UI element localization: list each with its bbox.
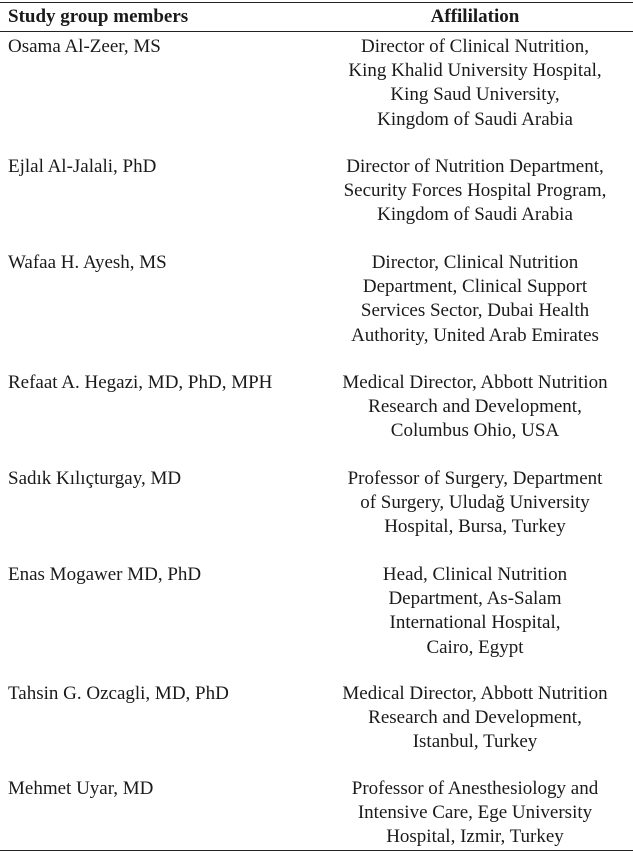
- affiliation-line: Director, Clinical Nutrition: [371, 252, 579, 273]
- affiliation-line: Professor of Anesthesiology and: [351, 778, 599, 799]
- affiliation-line: Intensive Care, Ege University: [357, 802, 593, 824]
- affiliation-line: Cairo, Egypt: [426, 636, 524, 658]
- affiliation-line: Head, Clinical Nutrition: [382, 564, 568, 585]
- affiliation-line: Medical Director, Abbott Nutrition: [342, 372, 608, 393]
- column-header-members: Study group members: [8, 6, 189, 27]
- affiliation-line: King Khalid University Hospital,: [348, 60, 602, 82]
- table-top-rule: [0, 2, 633, 3]
- member-affiliation: [325, 563, 625, 660]
- affiliation-line: Research and Development,: [368, 707, 582, 729]
- member-name: Wafaa H. Ayesh, MS: [8, 252, 167, 273]
- affiliation-line: Department, As-Salam: [388, 588, 562, 610]
- member-name: Osama Al-Zeer, MS: [8, 36, 161, 57]
- affiliation-line: Services Sector, Dubai Health: [360, 300, 590, 322]
- affiliation-line: Hospital, Izmir, Turkey: [386, 826, 564, 848]
- affiliation-line: Department, Clinical Support: [362, 276, 588, 298]
- affiliation-line: Columbus Ohio, USA: [390, 420, 560, 442]
- affiliation-line: Authority, United Arab Emirates: [351, 324, 599, 346]
- member-name: Sadık Kılıçturgay, MD: [8, 468, 182, 489]
- affiliation-line: Security Forces Hospital Program,: [343, 180, 607, 202]
- member-affiliation: [325, 682, 625, 755]
- affiliation-line: Director of Clinical Nutrition,: [361, 36, 589, 57]
- member-name: Enas Mogawer MD, PhD: [8, 564, 202, 585]
- affiliation-line: Kingdom of Saudi Arabia: [377, 204, 573, 226]
- affiliation-line: Medical Director, Abbott Nutrition: [342, 683, 608, 704]
- affiliation-line: Director of Nutrition Department,: [346, 156, 604, 177]
- affiliation-line: Istanbul, Turkey: [412, 731, 538, 753]
- member-affiliation: [325, 251, 625, 348]
- member-affiliation: [325, 371, 625, 444]
- column-header-affiliation: Affililation: [430, 6, 520, 27]
- member-affiliation: [325, 777, 625, 850]
- affiliation-line: Research and Development,: [368, 396, 582, 418]
- member-affiliation: [325, 35, 625, 132]
- member-name: Ejlal Al-Jalali, PhD: [8, 156, 157, 177]
- member-name: Tahsin G. Ozcagli, MD, PhD: [8, 683, 229, 704]
- affiliation-line: of Surgery, Uludağ University: [360, 492, 590, 514]
- member-name: Refaat A. Hegazi, MD, PhD, MPH: [8, 372, 273, 393]
- member-affiliation: [325, 155, 625, 228]
- header-rule: [0, 31, 633, 32]
- affiliation-line: Professor of Surgery, Department: [347, 468, 603, 489]
- table-bottom-rule: [0, 850, 633, 851]
- affiliation-line: King Saud University,: [390, 84, 560, 106]
- member-name: Mehmet Uyar, MD: [8, 778, 154, 799]
- member-affiliation: [325, 467, 625, 540]
- affiliation-line: Hospital, Bursa, Turkey: [384, 516, 566, 538]
- affiliation-line: International Hospital,: [389, 612, 561, 634]
- affiliation-line: Kingdom of Saudi Arabia: [377, 108, 573, 130]
